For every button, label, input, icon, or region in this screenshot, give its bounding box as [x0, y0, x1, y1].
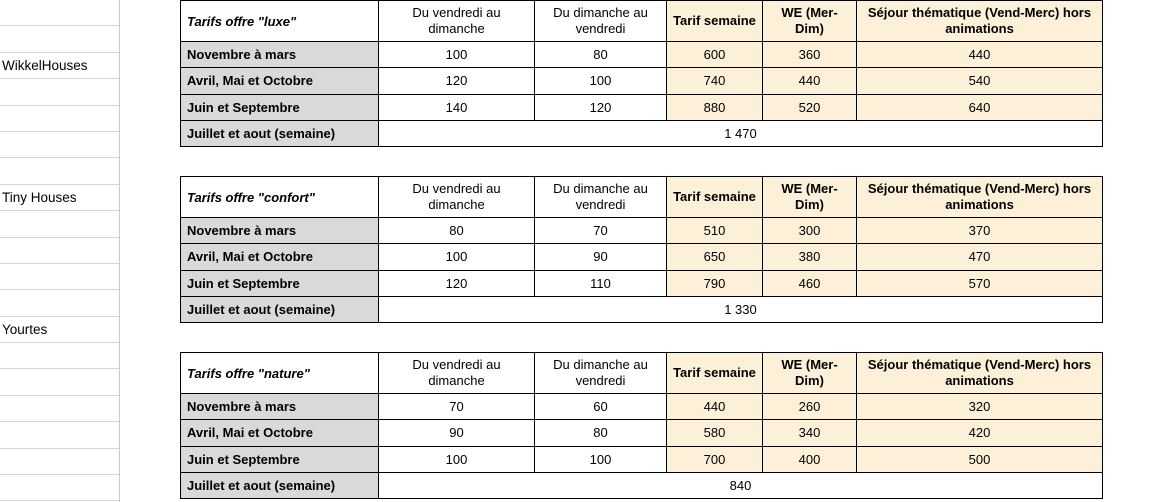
cell-dimanche-vendredi[interactable]: 100: [535, 446, 667, 472]
cell-sejour-thematique[interactable]: 370: [857, 218, 1103, 244]
table-row: [181, 68, 1103, 94]
cell-dimanche-vendredi[interactable]: 100: [535, 68, 667, 94]
cell-we[interactable]: 300: [763, 218, 857, 244]
table-row: [181, 394, 1103, 420]
column-header-we: WE (Mer-Dim): [763, 1, 857, 42]
cell-tarif-semaine[interactable]: 580: [667, 420, 763, 446]
row-label: Avril, Mai et Octobre: [181, 244, 379, 270]
price-table-nature-wrap: [180, 352, 1103, 499]
cell-we[interactable]: 380: [763, 244, 857, 270]
table-summer-row: [181, 296, 1103, 322]
cell-sejour-thematique[interactable]: 470: [857, 244, 1103, 270]
column-header-vendredi-dimanche: Du vendredi au dimanche: [379, 1, 535, 42]
table-summer-row: [181, 120, 1103, 146]
column-header-dimanche-vendredi: Du dimanche au vendredi: [535, 177, 667, 218]
cell-dimanche-vendredi[interactable]: 80: [535, 42, 667, 68]
gutter-row[interactable]: [0, 79, 119, 105]
column-header-we: WE (Mer-Dim): [763, 353, 857, 394]
table-row: [181, 244, 1103, 270]
sheet-left-gutter: [0, 0, 120, 502]
cell-summer-price[interactable]: 840: [379, 472, 1103, 498]
column-header-vendredi-dimanche: Du vendredi au dimanche: [379, 177, 535, 218]
table-row: [181, 218, 1103, 244]
column-header-tarif-semaine: Tarif semaine: [667, 177, 763, 218]
row-label: Novembre à mars: [181, 394, 379, 420]
gutter-row[interactable]: [0, 369, 119, 395]
column-header-dimanche-vendredi: Du dimanche au vendredi: [535, 1, 667, 42]
cell-we[interactable]: 460: [763, 270, 857, 296]
table-row: [181, 446, 1103, 472]
price-table-confort-wrap: [180, 176, 1103, 323]
cell-vendredi-dimanche[interactable]: 100: [379, 446, 535, 472]
row-label: Avril, Mai et Octobre: [181, 420, 379, 446]
column-header-vendredi-dimanche: Du vendredi au dimanche: [379, 353, 535, 394]
row-label: Novembre à mars: [181, 218, 379, 244]
cell-tarif-semaine[interactable]: 440: [667, 394, 763, 420]
cell-sejour-thematique[interactable]: 320: [857, 394, 1103, 420]
table-title: Tarifs offre "confort": [181, 177, 379, 218]
cell-tarif-semaine[interactable]: 880: [667, 94, 763, 120]
table-header-row: [181, 177, 1103, 218]
row-label: Novembre à mars: [181, 42, 379, 68]
cell-vendredi-dimanche[interactable]: 90: [379, 420, 535, 446]
cell-sejour-thematique[interactable]: 440: [857, 42, 1103, 68]
gutter-row-tinyhouses[interactable]: Tiny Houses: [0, 185, 119, 211]
table-title: Tarifs offre "nature": [181, 353, 379, 394]
price-table-luxe: [180, 0, 1103, 147]
gutter-row[interactable]: [0, 422, 119, 448]
cell-dimanche-vendredi[interactable]: 90: [535, 244, 667, 270]
gutter-row[interactable]: [0, 132, 119, 158]
price-table-luxe-wrap: [180, 0, 1103, 147]
gutter-row[interactable]: [0, 343, 119, 369]
gutter-row[interactable]: [0, 0, 119, 26]
table-row: [181, 42, 1103, 68]
row-label: Juin et Septembre: [181, 94, 379, 120]
gutter-row[interactable]: [0, 211, 119, 237]
row-label-summer: Juillet et aout (semaine): [181, 120, 379, 146]
gutter-row[interactable]: [0, 290, 119, 316]
table-title: Tarifs offre "luxe": [181, 1, 379, 42]
column-header-dimanche-vendredi: Du dimanche au vendredi: [535, 353, 667, 394]
gutter-row[interactable]: [0, 449, 119, 475]
gutter-row-yourtes[interactable]: Yourtes: [0, 317, 119, 343]
cell-sejour-thematique[interactable]: 500: [857, 446, 1103, 472]
cell-tarif-semaine[interactable]: 510: [667, 218, 763, 244]
cell-sejour-thematique[interactable]: 540: [857, 68, 1103, 94]
cell-tarif-semaine[interactable]: 740: [667, 68, 763, 94]
row-label: Avril, Mai et Octobre: [181, 68, 379, 94]
cell-dimanche-vendredi[interactable]: 70: [535, 218, 667, 244]
cell-vendredi-dimanche[interactable]: 120: [379, 270, 535, 296]
gutter-row[interactable]: [0, 396, 119, 422]
column-header-sejour-thematique: Séjour thématique (Vend-Merc) hors animations: [857, 353, 1103, 394]
cell-we[interactable]: 440: [763, 68, 857, 94]
cell-vendredi-dimanche[interactable]: 140: [379, 94, 535, 120]
cell-tarif-semaine[interactable]: 600: [667, 42, 763, 68]
cell-summer-price[interactable]: 1 330: [379, 296, 1103, 322]
cell-sejour-thematique[interactable]: 640: [857, 94, 1103, 120]
cell-we[interactable]: 520: [763, 94, 857, 120]
cell-dimanche-vendredi[interactable]: 80: [535, 420, 667, 446]
price-table-nature: [180, 352, 1103, 499]
cell-dimanche-vendredi[interactable]: 110: [535, 270, 667, 296]
table-row: [181, 420, 1103, 446]
cell-vendredi-dimanche[interactable]: 100: [379, 42, 535, 68]
gutter-row[interactable]: [0, 158, 119, 184]
row-label: Juin et Septembre: [181, 446, 379, 472]
column-header-tarif-semaine: Tarif semaine: [667, 353, 763, 394]
cell-tarif-semaine[interactable]: 650: [667, 244, 763, 270]
table-header-row: [181, 353, 1103, 394]
cell-we[interactable]: 360: [763, 42, 857, 68]
cell-tarif-semaine[interactable]: 700: [667, 446, 763, 472]
gutter-row[interactable]: [0, 106, 119, 132]
cell-we[interactable]: 400: [763, 446, 857, 472]
cell-vendredi-dimanche[interactable]: 70: [379, 394, 535, 420]
gutter-row[interactable]: [0, 238, 119, 264]
cell-sejour-thematique[interactable]: 570: [857, 270, 1103, 296]
row-label: Juin et Septembre: [181, 270, 379, 296]
cell-vendredi-dimanche[interactable]: 80: [379, 218, 535, 244]
price-table-confort: [180, 176, 1103, 323]
gutter-row[interactable]: [0, 264, 119, 290]
cell-summer-price[interactable]: 1 470: [379, 120, 1103, 146]
cell-sejour-thematique[interactable]: 420: [857, 420, 1103, 446]
table-summer-row: [181, 472, 1103, 498]
table-row: [181, 270, 1103, 296]
cell-we[interactable]: 340: [763, 420, 857, 446]
column-header-sejour-thematique: Séjour thématique (Vend-Merc) hors animations: [857, 177, 1103, 218]
cell-vendredi-dimanche[interactable]: 120: [379, 68, 535, 94]
column-header-we: WE (Mer-Dim): [763, 177, 857, 218]
gutter-row[interactable]: [0, 475, 119, 501]
cell-dimanche-vendredi[interactable]: 120: [535, 94, 667, 120]
column-header-tarif-semaine: Tarif semaine: [667, 1, 763, 42]
cell-we[interactable]: 260: [763, 394, 857, 420]
table-header-row: [181, 1, 1103, 42]
cell-dimanche-vendredi[interactable]: 60: [535, 394, 667, 420]
column-header-sejour-thematique: Séjour thématique (Vend-Merc) hors animations: [857, 1, 1103, 42]
cell-vendredi-dimanche[interactable]: 100: [379, 244, 535, 270]
table-row: [181, 94, 1103, 120]
gutter-row-wikkelhouses[interactable]: WikkelHouses: [0, 53, 119, 79]
gutter-row[interactable]: [0, 26, 119, 52]
cell-tarif-semaine[interactable]: 790: [667, 270, 763, 296]
row-label-summer: Juillet et aout (semaine): [181, 296, 379, 322]
row-label-summer: Juillet et aout (semaine): [181, 472, 379, 498]
